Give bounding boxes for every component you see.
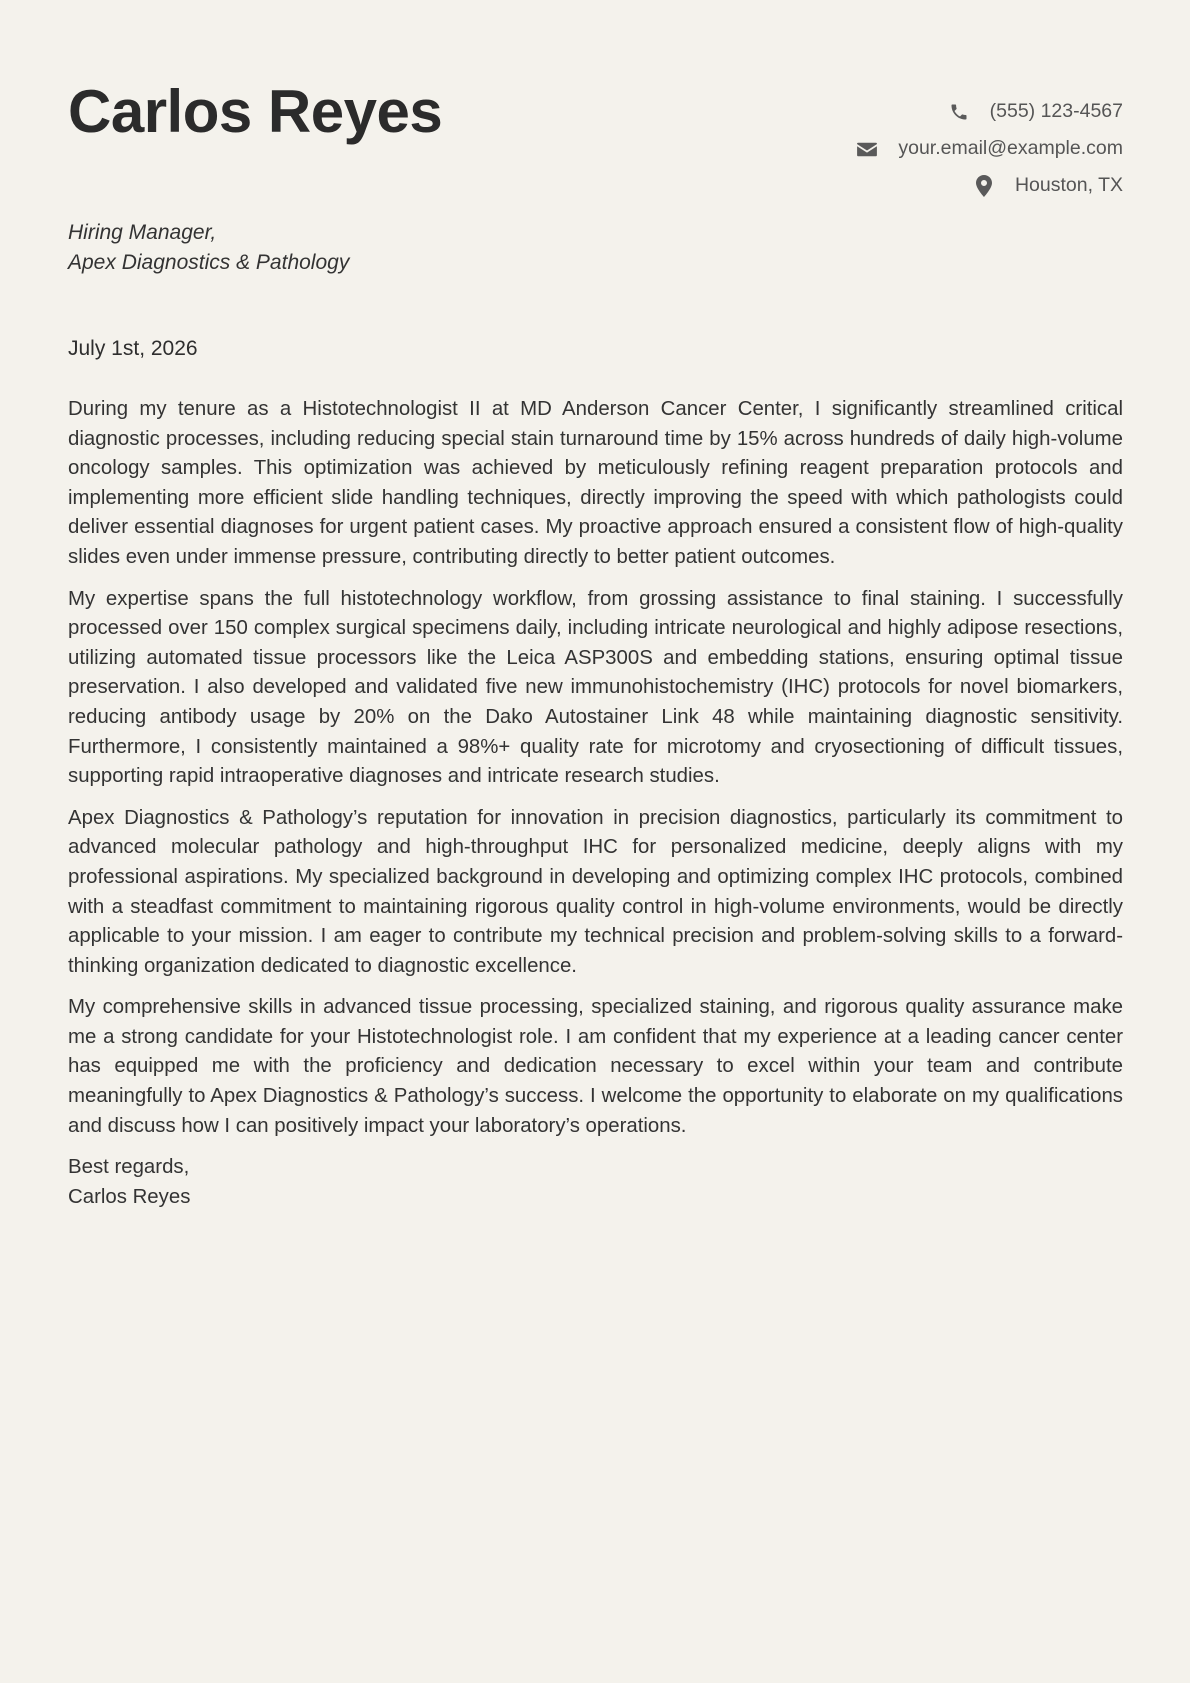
closing-block — [68, 1153, 1123, 1212]
recipient-title: Hiring Manager, — [68, 221, 217, 244]
body-paragraph-4: My comprehensive skills in advanced tissue processing, specialized staining, and rigorous quality assurance make me a strong candidate for your Histotechnologist role. I am confident that my experience at a leading cancer center has equipped me with the proficiency and dedication necessary to excel within your team and contribute meaningfully to Apex Diagnostics & Pathology’s success. I welcome the opportunity to elaborate on my qualifications and discuss how I can positively impact your laboratory’s operations. — [68, 996, 1123, 1137]
contact-info — [856, 93, 1123, 204]
letter-body — [68, 395, 1123, 1212]
letter-date: July 1st, 2026 — [68, 337, 198, 360]
envelope-icon — [856, 138, 878, 160]
closing-salutation: Best regards, — [68, 1156, 190, 1179]
recipient-block — [68, 218, 349, 278]
contact-location — [856, 167, 1123, 204]
phone-icon — [948, 101, 970, 123]
recipient-company: Apex Diagnostics & Pathology — [68, 251, 350, 274]
email-address[interactable]: your.email@example.com — [898, 137, 1123, 159]
phone-number[interactable]: (555) 123-4567 — [989, 100, 1123, 122]
contact-email — [856, 130, 1123, 167]
body-paragraph-3: Apex Diagnostics & Pathology’s reputation for innovation in precision diagnostics, particularly its commitment to advanced molecular pathology and high-throughput IHC for personalized medicine, deeply aligns with my professional aspirations. My specialized background in developing and optimizing complex IHC protocols, combined with a steadfast commitment to maintaining rigorous quality control in high-volume environments, would be directly applicable to your mission. I am eager to contribute my technical precision and problem-solving skills to a forward-thinking organization dedicated to diagnostic excellence. — [68, 806, 1123, 977]
signature-name: Carlos Reyes — [68, 1185, 191, 1208]
applicant-name: Carlos Reyes — [68, 78, 443, 145]
location-text: Houston, TX — [1014, 174, 1123, 196]
body-paragraph-1: During my tenure as a Histotechnologist II at MD Anderson Cancer Center, I significantly streamlined critical diagnostic processes, including reducing special stain turnaround time by 15% across hundreds of daily high-volume oncology samples. This optimization was achieved by meticulously refining reagent preparation protocols and implementing more efficient slide handling techniques, directly improving the speed with which pathologists could deliver essential diagnoses for urgent patient cases. My proactive approach ensured a consistent flow of high-quality slides even under immense pressure, contributing directly to better patient outcomes. — [68, 398, 1123, 568]
map-marker-icon — [973, 175, 995, 197]
body-paragraph-2: My expertise spans the full histotechnology workflow, from grossing assistance to final staining. I successfully processed over 150 complex surgical specimens daily, including intricate neurological and highly adipose resections, utilizing automated tissue processors like the Leica ASP300S and embedding stations, ensuring optimal tissue preservation. I also developed and validated five new immunohistochemistry (IHC) protocols for novel biomarkers, reducing antibody usage by 20% on the Dako Autostainer Link 48 while maintaining diagnostic sensitivity. Furthermore, I consistently maintained a 98%+ quality rate for microtomy and cryosectioning of difficult tissues, supporting rapid intraoperative diagnoses and intricate research studies. — [68, 587, 1123, 788]
contact-phone — [856, 93, 1123, 130]
